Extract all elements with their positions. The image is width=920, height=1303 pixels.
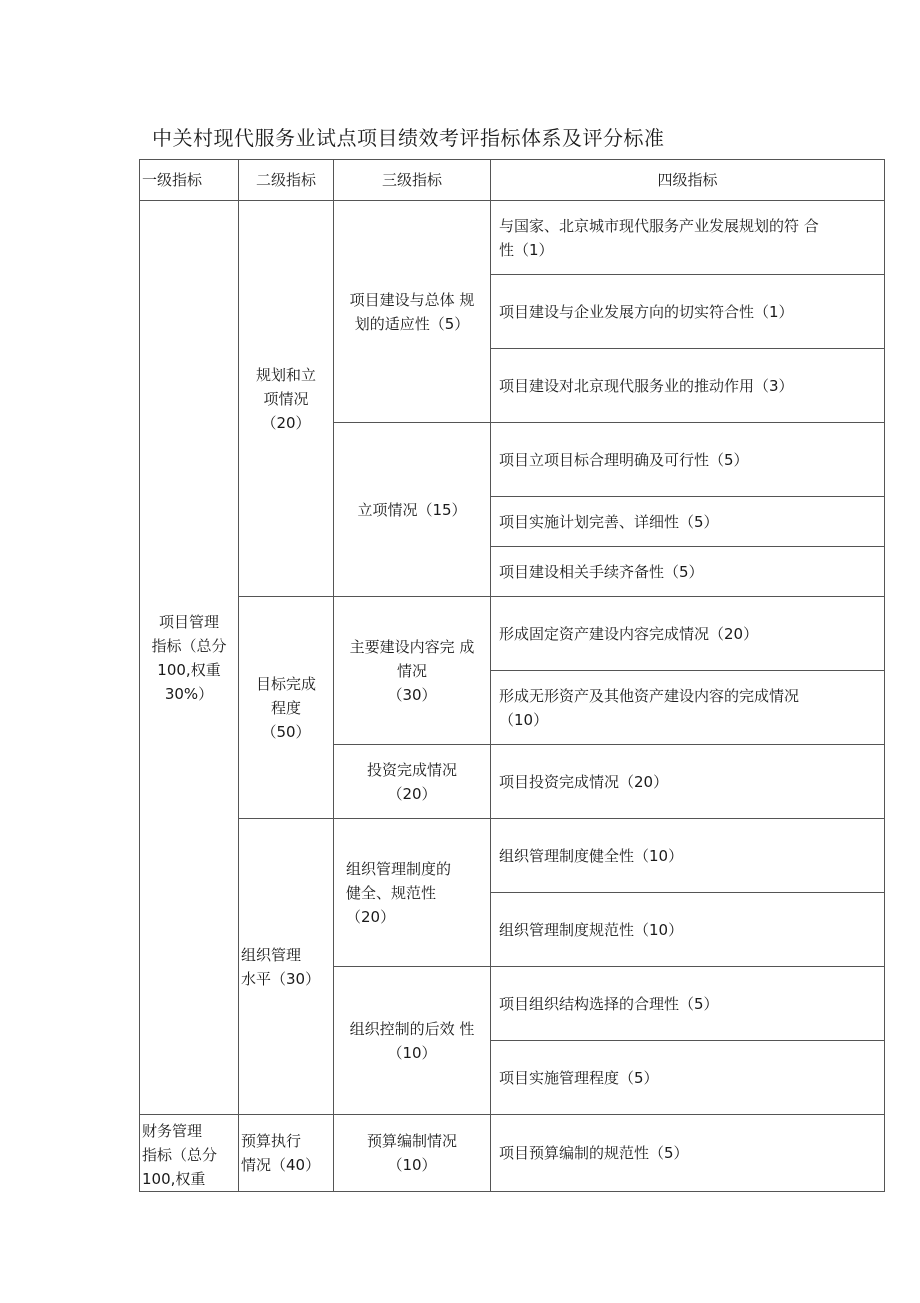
table-row <box>140 819 885 893</box>
level4-cell <box>491 967 885 1041</box>
level4-cell <box>491 497 885 547</box>
indicator-table <box>139 159 885 1192</box>
level3-cell <box>334 745 491 819</box>
level4-text: 与国家、北京城市现代服务产业发展规划的符 合 性（1） <box>499 216 819 259</box>
level1-cell <box>140 201 239 1115</box>
level3-text: 项目建设与总体 规 划的适应性（5） <box>349 290 475 333</box>
level4-cell <box>491 349 885 423</box>
level4-text: 项目预算编制的规范性（5） <box>499 1144 689 1162</box>
level3-cell <box>334 423 491 597</box>
table-row <box>140 597 885 671</box>
level3-cell <box>334 1115 491 1192</box>
table-row <box>140 1115 885 1192</box>
level2-text: 预算执行 情况（40） <box>241 1132 321 1174</box>
level1-cell <box>140 1115 239 1192</box>
level3-cell <box>334 597 491 745</box>
level3-text: 立项情况（15） <box>357 500 467 519</box>
level2-cell <box>239 1115 334 1192</box>
header-level2: 二级指标 <box>239 160 334 201</box>
level4-text: 组织管理制度健全性（10） <box>499 846 684 865</box>
level2-cell <box>239 597 334 819</box>
level2-cell <box>239 819 334 1115</box>
level4-cell <box>491 893 885 967</box>
level4-text: 项目实施计划完善、详细性（5） <box>499 512 719 531</box>
level2-text: 组织管理 水平（30） <box>241 945 321 988</box>
page-title: 中关村现代服务业试点项目绩效考评指标体系及评分标准 <box>152 126 665 150</box>
level3-text: 主要建设内容完 成 情况 （30） <box>349 637 475 704</box>
level4-cell <box>491 671 885 745</box>
level3-cell <box>334 819 491 967</box>
level3-cell <box>334 967 491 1115</box>
level4-cell <box>491 275 885 349</box>
level4-cell <box>491 1115 885 1192</box>
level4-text: 项目建设相关手续齐备性（5） <box>499 562 704 581</box>
level2-cell <box>239 201 334 597</box>
level3-text: 预算编制情况 （10） <box>366 1132 457 1174</box>
level4-text: 项目实施管理程度（5） <box>499 1068 659 1087</box>
level4-cell <box>491 547 885 597</box>
level2-text: 规划和立 项情况 （20） <box>255 365 316 432</box>
level3-text: 组织管理制度的 健全、规范性 （20） <box>346 859 452 926</box>
level4-text: 项目投资完成情况（20） <box>499 772 669 791</box>
header-row <box>140 160 885 201</box>
level3-cell <box>334 201 491 423</box>
level4-cell <box>491 597 885 671</box>
level4-cell <box>491 819 885 893</box>
level4-cell <box>491 1041 885 1115</box>
level4-text: 项目组织结构选择的合理性（5） <box>499 994 719 1013</box>
level4-cell <box>491 745 885 819</box>
level4-cell <box>491 423 885 497</box>
level4-text: 形成固定资产建设内容完成情况（20） <box>499 624 759 643</box>
level4-text: 项目建设与企业发展方向的切实符合性（1） <box>499 302 794 321</box>
level4-text: 项目立项目标合理明确及可行性（5） <box>499 450 749 469</box>
level1-text: 财务管理 指标（总分 100,权重 <box>142 1122 218 1188</box>
level3-text: 组织控制的后效 性 （10） <box>349 1019 475 1062</box>
header-level1: 一级指标 <box>140 160 239 201</box>
level1-text: 项目管理 指标（总分 100,权重 30%） <box>151 612 227 703</box>
level4-text: 项目建设对北京现代服务业的推动作用（3） <box>499 376 794 395</box>
header-level4: 四级指标 <box>491 160 885 201</box>
header-level3: 三级指标 <box>334 160 491 201</box>
level3-text: 投资完成情况 （20） <box>366 760 457 803</box>
level4-text: 形成无形资产及其他资产建设内容的完成情况 （10） <box>499 686 800 729</box>
level2-text: 目标完成 程度 （50） <box>255 674 316 741</box>
level4-cell <box>491 201 885 275</box>
level4-text: 组织管理制度规范性（10） <box>499 920 684 939</box>
table-row <box>140 201 885 275</box>
